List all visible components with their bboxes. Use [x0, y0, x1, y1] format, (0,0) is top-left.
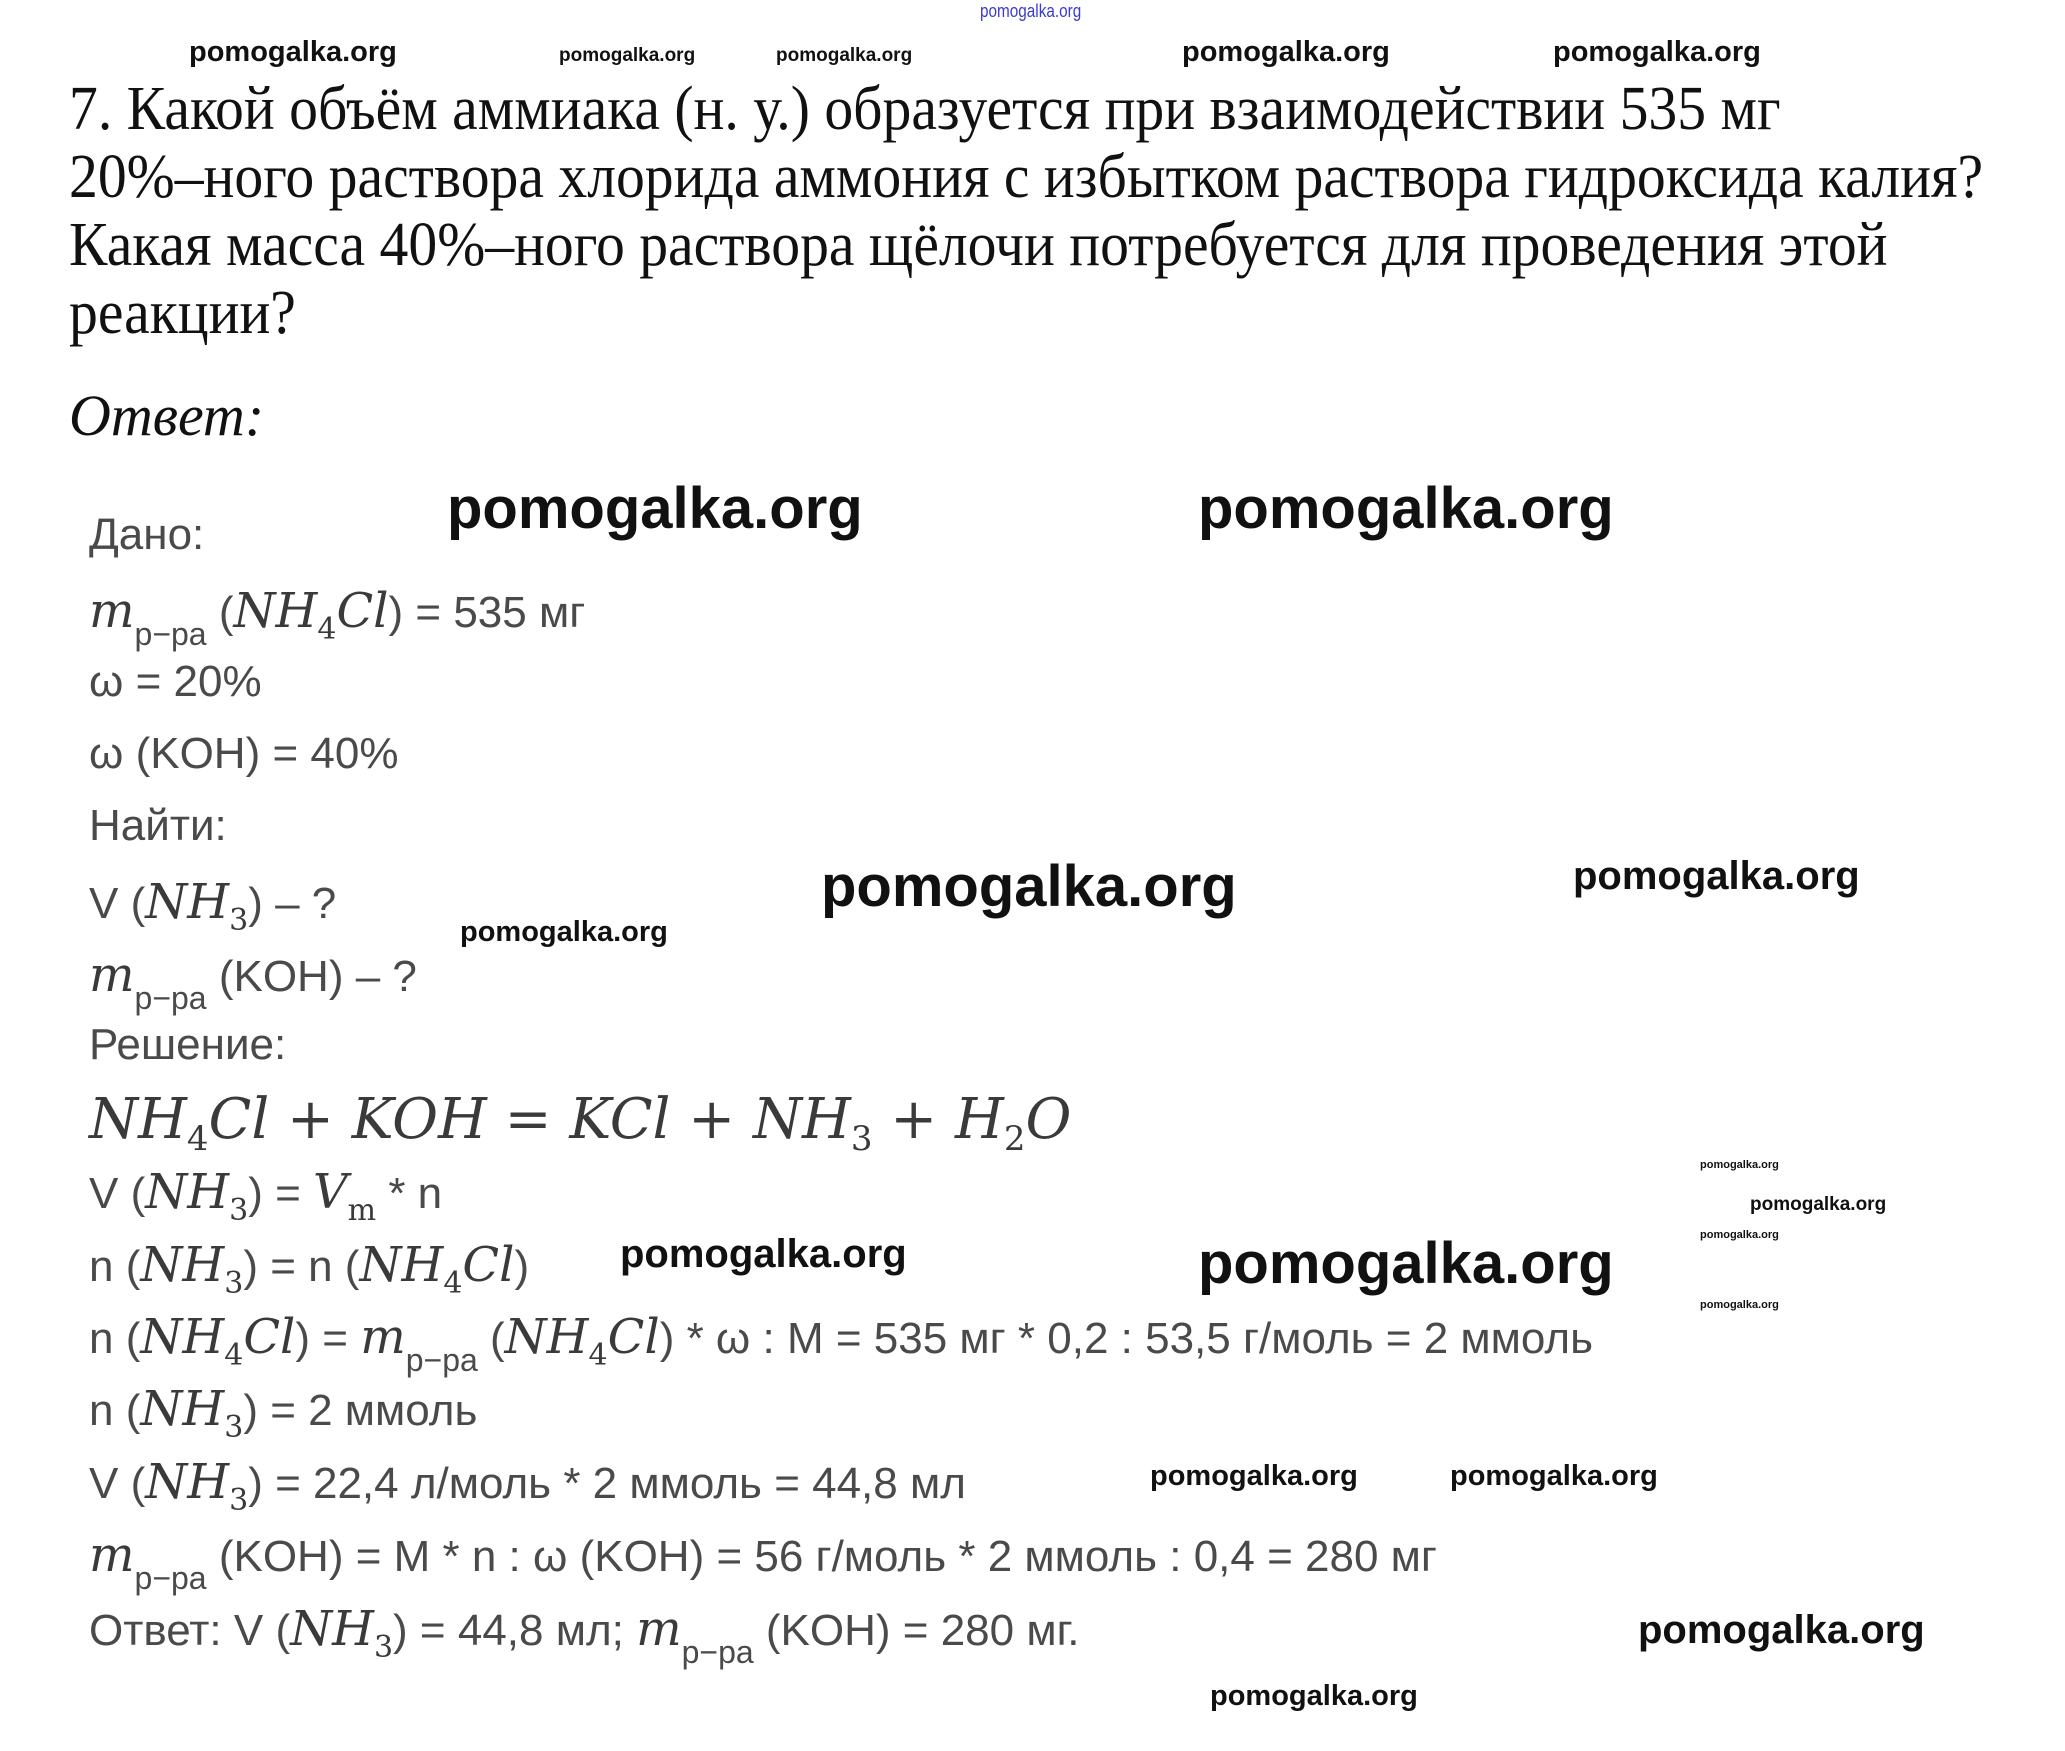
solution-line — [89, 1454, 966, 1518]
solution-line — [89, 801, 227, 850]
watermark[interactable]: pomogalka.org — [980, 1, 1082, 21]
subscript: р−ра — [405, 1342, 478, 1378]
text-segment: (KOH) = M * n : ω (KOH) = 56 г/моль * 2 ммоль : 0,4 = 280 мг — [206, 1532, 1437, 1581]
math-segment: m — [636, 1601, 682, 1657]
text-segment: ) = n ( — [243, 1242, 360, 1291]
subscript: m — [347, 1193, 377, 1228]
watermark: pomogalka.org — [1573, 854, 1860, 898]
question-line: реакции? — [69, 279, 296, 347]
question-line: Какая масса 40%–ного раствора щёлочи потребуется для проведения этой — [69, 211, 1888, 279]
watermark: pomogalka.org — [189, 36, 397, 68]
text-segment: V ( — [89, 879, 146, 928]
watermark: pomogalka.org — [1210, 1680, 1418, 1712]
solution-line — [89, 729, 399, 778]
watermark: pomogalka.org — [1182, 36, 1390, 68]
text-segment: ( — [206, 588, 234, 637]
subscript: р−ра — [134, 980, 207, 1016]
watermark: pomogalka.org — [460, 916, 668, 948]
subscript: 3 — [229, 1483, 249, 1518]
watermark: pomogalka.org — [1700, 1159, 1779, 1171]
watermark: pomogalka.org — [821, 854, 1237, 919]
math-segment: NH — [290, 1601, 374, 1657]
text-segment: ) = — [248, 1169, 313, 1218]
text-segment: ( — [477, 1314, 505, 1363]
math-segment: + H — [872, 1087, 1004, 1152]
watermark: pomogalka.org — [447, 476, 863, 541]
math-segment: m — [360, 1309, 406, 1365]
text-segment: ) — [514, 1242, 530, 1291]
subscript: 3 — [229, 903, 249, 938]
subscript: 3 — [224, 1266, 244, 1301]
text-segment: ) = 2 ммоль — [243, 1386, 478, 1435]
subscript: 4 — [588, 1338, 608, 1373]
text-segment: ) = 44,8 мл; — [393, 1606, 637, 1655]
text-segment: ω = 20% — [89, 657, 262, 706]
question-line: 7. Какой объём аммиака (н. у.) образуется при взаимодействии 535 мг — [69, 75, 1781, 143]
math-segment: NH — [145, 874, 230, 930]
math-segment: NH — [140, 1309, 225, 1365]
math-segment: NH — [89, 1087, 187, 1152]
solution-line — [89, 1020, 287, 1069]
text-segment: ) = 22,4 л/моль * 2 ммоль = 44,8 мл — [248, 1459, 966, 1508]
math-segment: NH — [359, 1237, 444, 1293]
math-segment: NH — [140, 1237, 225, 1293]
math-segment: V — [312, 1164, 348, 1220]
watermark: pomogalka.org — [1198, 1231, 1614, 1296]
answer-heading: Ответ: — [69, 383, 265, 448]
text-segment: n ( — [89, 1386, 141, 1435]
text-segment: n ( — [89, 1314, 141, 1363]
text-segment: Решение: — [89, 1020, 287, 1069]
math-segment: m — [89, 947, 135, 1003]
question-line: 20%–ного раствора хлорида аммония с избытком раствора гидроксида калия? — [69, 143, 1984, 211]
subscript: р−ра — [134, 1560, 207, 1596]
math-segment: NH — [140, 1381, 225, 1437]
watermark: pomogalka.org — [559, 45, 696, 66]
solution-line — [89, 657, 262, 706]
watermark: pomogalka.org — [1700, 1229, 1779, 1241]
solution-line — [89, 1309, 1594, 1378]
watermark: pomogalka.org — [1638, 1608, 1925, 1652]
watermark: pomogalka.org — [1150, 1460, 1358, 1492]
watermark: pomogalka.org — [1700, 1299, 1779, 1311]
subscript: 4 — [186, 1119, 209, 1159]
math-segment: Cl — [243, 1309, 296, 1365]
solution-line — [89, 1164, 443, 1228]
watermark: pomogalka.org — [1553, 36, 1761, 68]
watermark: pomogalka.org — [1450, 1460, 1658, 1492]
solution-line — [89, 1237, 530, 1301]
math-segment: NH — [145, 1454, 230, 1510]
subscript: 3 — [224, 1410, 244, 1445]
text-segment: ω (KOH) = 40% — [89, 729, 399, 778]
subscript: 4 — [317, 612, 337, 647]
watermark: pomogalka.org — [1198, 476, 1614, 541]
text-segment: V ( — [89, 1169, 146, 1218]
subscript: 2 — [1003, 1119, 1026, 1159]
text-segment: Найти: — [89, 801, 227, 850]
solution-line — [89, 510, 205, 559]
math-segment: NH — [233, 583, 318, 639]
watermark: pomogalka.org — [620, 1232, 907, 1276]
solution-line — [89, 1381, 478, 1445]
math-segment: Cl — [607, 1309, 660, 1365]
text-segment: ) = — [295, 1314, 361, 1363]
text-segment: (KOH) – ? — [206, 952, 417, 1001]
math-segment: Cl + KOH = KCl + NH — [208, 1087, 851, 1152]
solution-line — [89, 583, 586, 652]
math-segment: m — [89, 583, 135, 639]
text-segment: (KOH) = 280 мг. — [753, 1606, 1080, 1655]
solution-line — [89, 947, 417, 1016]
subscript: 4 — [443, 1266, 463, 1301]
text-segment: V ( — [89, 1459, 146, 1508]
subscript: р−ра — [681, 1634, 754, 1670]
solution-line — [89, 1601, 1080, 1670]
math-segment: NH — [504, 1309, 589, 1365]
solution-line — [89, 874, 337, 938]
math-segment: O — [1025, 1087, 1072, 1152]
text-segment: Ответ: V ( — [89, 1606, 291, 1655]
subscript: 3 — [229, 1193, 249, 1228]
text-segment: ) – ? — [248, 879, 337, 928]
subscript: 4 — [224, 1338, 244, 1373]
math-segment: Cl — [462, 1237, 515, 1293]
watermark: pomogalka.org — [1750, 1194, 1887, 1215]
solution-line — [89, 1527, 1437, 1596]
reaction-equation — [89, 1087, 1072, 1159]
text-segment: n ( — [89, 1242, 141, 1291]
subscript: 3 — [850, 1119, 873, 1159]
text-segment: ) * ω : M = 535 мг * 0,2 : 53,5 г/моль = 2 ммоль — [659, 1314, 1594, 1363]
watermark: pomogalka.org — [776, 45, 913, 66]
subscript: 3 — [373, 1630, 394, 1665]
math-segment: m — [89, 1527, 135, 1583]
math-segment: NH — [145, 1164, 230, 1220]
math-segment: Cl — [336, 583, 389, 639]
text-segment: * n — [376, 1169, 443, 1218]
subscript: р−ра — [134, 616, 207, 652]
text-segment: ) = 535 мг — [388, 588, 586, 637]
text-segment: Дано: — [89, 510, 205, 559]
